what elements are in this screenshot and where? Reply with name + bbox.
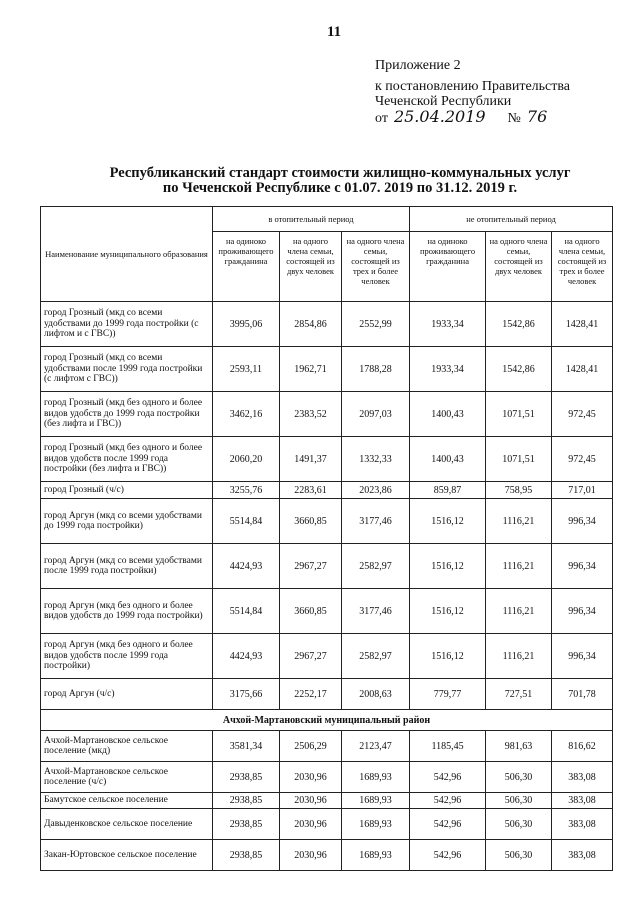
row-value: 5514,84: [213, 589, 280, 634]
document-title: [60, 166, 620, 196]
row-value: 1428,41: [552, 347, 613, 392]
row-value: 542,96: [410, 793, 486, 809]
appendix-block: [375, 58, 570, 126]
row-value: 2030,96: [280, 762, 342, 793]
non-heating-period-header: не отопительный период: [410, 207, 613, 232]
row-value: 2097,03: [342, 392, 410, 437]
row-value: 383,08: [552, 840, 613, 871]
row-value: 383,08: [552, 793, 613, 809]
row-value: 3255,76: [213, 482, 280, 499]
row-value: 2060,20: [213, 437, 280, 482]
heating-single-header: на одиноко проживающего гражданина: [213, 232, 280, 302]
table-row: [41, 809, 613, 840]
heating-two-person-header: на одного члена семьи, состоящей из двух человек: [280, 232, 342, 302]
row-value: 3660,85: [280, 499, 342, 544]
table-row: [41, 762, 613, 793]
row-name: город Аргун (мкд без одного и более видов удобств до 1999 года постройки): [41, 589, 213, 634]
row-value: 3175,66: [213, 679, 280, 710]
row-value: 2582,97: [342, 544, 410, 589]
row-value: 2582,97: [342, 634, 410, 679]
table-row: [41, 482, 613, 499]
row-value: 1116,21: [486, 589, 552, 634]
row-name: город Грозный (мкд без одного и более видов удобств после 1999 года постройки (без лифта и ГВС)): [41, 437, 213, 482]
row-value: 2938,85: [213, 762, 280, 793]
document-title-line-1: Республиканский стандарт стоимости жилищно-коммунальных услуг: [109, 165, 571, 181]
row-value: 2030,96: [280, 809, 342, 840]
row-value: 1542,86: [486, 302, 552, 347]
row-value: 2030,96: [280, 793, 342, 809]
row-value: 996,34: [552, 544, 613, 589]
row-value: 996,34: [552, 589, 613, 634]
row-name: город Грозный (мкд без одного и более видов удобств до 1999 года постройки (без лифта и ГВС)): [41, 392, 213, 437]
row-value: 981,63: [486, 731, 552, 762]
non-heating-single-header: на одиноко проживающего гражданина: [410, 232, 486, 302]
row-value: 1962,71: [280, 347, 342, 392]
row-value: 972,45: [552, 437, 613, 482]
row-value: 4424,93: [213, 544, 280, 589]
row-value: 3177,46: [342, 499, 410, 544]
row-value: 996,34: [552, 499, 613, 544]
row-value: 2023,86: [342, 482, 410, 499]
row-value: 779,77: [410, 679, 486, 710]
row-value: 3995,06: [213, 302, 280, 347]
row-value: 2283,61: [280, 482, 342, 499]
row-value: 1689,93: [342, 762, 410, 793]
row-name: Ачхой-Мартановское сельское поселение (ч/с): [41, 762, 213, 793]
row-value: 996,34: [552, 634, 613, 679]
row-value: 1185,45: [410, 731, 486, 762]
table-row: [41, 392, 613, 437]
row-value: 1428,41: [552, 302, 613, 347]
non-heating-two-person-header: на одного члена семьи, состоящей из двух человек: [486, 232, 552, 302]
row-value: 1933,34: [410, 302, 486, 347]
row-name: город Грозный (ч/с): [41, 482, 213, 499]
row-value: 3660,85: [280, 589, 342, 634]
table-row: [41, 634, 613, 679]
row-value: 506,30: [486, 762, 552, 793]
row-value: 2008,63: [342, 679, 410, 710]
appendix-date-line: [375, 109, 570, 126]
row-value: 542,96: [410, 762, 486, 793]
row-name: город Грозный (мкд со всеми удобствами после 1999 года постройки (с лифтом с ГВС)): [41, 347, 213, 392]
row-value: 3581,34: [213, 731, 280, 762]
row-value: 2938,85: [213, 809, 280, 840]
row-value: 1689,93: [342, 793, 410, 809]
row-value: 717,01: [552, 482, 613, 499]
row-value: 542,96: [410, 809, 486, 840]
row-value: 506,30: [486, 840, 552, 871]
row-value: 1689,93: [342, 840, 410, 871]
row-name: Ачхой-Мартановское сельское поселение (мкд): [41, 731, 213, 762]
table-row: [41, 731, 613, 762]
row-value: 542,96: [410, 840, 486, 871]
row-name: Закан-Юртовское сельское поселение: [41, 840, 213, 871]
appendix-line-1: к постановлению Правительства: [375, 79, 571, 94]
table-row: [41, 499, 613, 544]
row-value: 1516,12: [410, 634, 486, 679]
row-value: 816,62: [552, 731, 613, 762]
document-title-line-2: по Чеченской Республике с 01.07. 2019 по 31.12. 2019 г.: [162, 180, 518, 196]
row-value: 1400,43: [410, 392, 486, 437]
table-row: [41, 544, 613, 589]
row-value: 1788,28: [342, 347, 410, 392]
row-value: 383,08: [552, 762, 613, 793]
row-value: 383,08: [552, 809, 613, 840]
section-row: [41, 710, 613, 731]
row-value: 2383,52: [280, 392, 342, 437]
row-value: 972,45: [552, 392, 613, 437]
number-prefix: №: [507, 111, 521, 126]
date-prefix: от: [375, 111, 388, 126]
name-column-header: Наименование муниципального образования: [41, 207, 213, 302]
row-value: 3177,46: [342, 589, 410, 634]
row-value: 701,78: [552, 679, 613, 710]
row-value: 758,95: [486, 482, 552, 499]
row-value: 2552,99: [342, 302, 410, 347]
handwritten-number: 76: [526, 107, 548, 126]
table-row: [41, 347, 613, 392]
table-row: [41, 840, 613, 871]
row-value: 4424,93: [213, 634, 280, 679]
row-value: 1116,21: [486, 499, 552, 544]
rates-table: [40, 206, 613, 871]
row-value: 2938,85: [213, 840, 280, 871]
row-value: 3462,16: [213, 392, 280, 437]
row-value: 1516,12: [410, 544, 486, 589]
row-name: город Аргун (мкд без одного и более видов удобств после 1999 года постройки): [41, 634, 213, 679]
row-value: 2252,17: [280, 679, 342, 710]
appendix-title: Приложение 2: [375, 58, 461, 73]
table-row: [41, 679, 613, 710]
row-value: 1116,21: [486, 544, 552, 589]
row-value: 1400,43: [410, 437, 486, 482]
row-value: 1516,12: [410, 499, 486, 544]
table-row: [41, 437, 613, 482]
non-heating-three-plus-header: на одного члена семьи, состоящей из трех и более человек: [552, 232, 613, 302]
row-value: 1542,86: [486, 347, 552, 392]
row-value: 506,30: [486, 809, 552, 840]
table-row: [41, 793, 613, 809]
row-value: 859,87: [410, 482, 486, 499]
table-row: [41, 589, 613, 634]
handwritten-date: 25.04.2019: [393, 107, 486, 126]
row-value: 1071,51: [486, 437, 552, 482]
row-value: 1933,34: [410, 347, 486, 392]
table-row: [41, 302, 613, 347]
row-value: 2593,11: [213, 347, 280, 392]
row-value: 2967,27: [280, 634, 342, 679]
row-value: 1516,12: [410, 589, 486, 634]
row-value: 506,30: [486, 793, 552, 809]
row-value: 1071,51: [486, 392, 552, 437]
row-value: 1332,33: [342, 437, 410, 482]
row-value: 2506,29: [280, 731, 342, 762]
row-value: 2123,47: [342, 731, 410, 762]
row-name: Давыденковское сельское поселение: [41, 809, 213, 840]
row-value: 2854,86: [280, 302, 342, 347]
row-value: 1491,37: [280, 437, 342, 482]
heating-period-header: в отопительный период: [213, 207, 410, 232]
page-number: 11: [327, 24, 342, 40]
section-title: Ачхой-Мартановский муниципальный район: [41, 710, 613, 731]
row-value: 2967,27: [280, 544, 342, 589]
row-name: город Аргун (ч/с): [41, 679, 213, 710]
row-value: 1116,21: [486, 634, 552, 679]
row-value: 5514,84: [213, 499, 280, 544]
row-name: город Аргун (мкд со всеми удобствами до 1999 года постройки): [41, 499, 213, 544]
row-value: 727,51: [486, 679, 552, 710]
row-value: 1689,93: [342, 809, 410, 840]
row-name: город Аргун (мкд со всеми удобствами после 1999 года постройки): [41, 544, 213, 589]
row-name: Бамутское сельское поселение: [41, 793, 213, 809]
row-name: город Грозный (мкд со всеми удобствами до 1999 года постройки (с лифтом и с ГВС)): [41, 302, 213, 347]
row-value: 2938,85: [213, 793, 280, 809]
appendix-line-2: Чеченской Республики: [375, 94, 512, 109]
row-value: 2030,96: [280, 840, 342, 871]
heating-three-plus-header: на одного члена семьи, состоящей из трех и более человек: [342, 232, 410, 302]
